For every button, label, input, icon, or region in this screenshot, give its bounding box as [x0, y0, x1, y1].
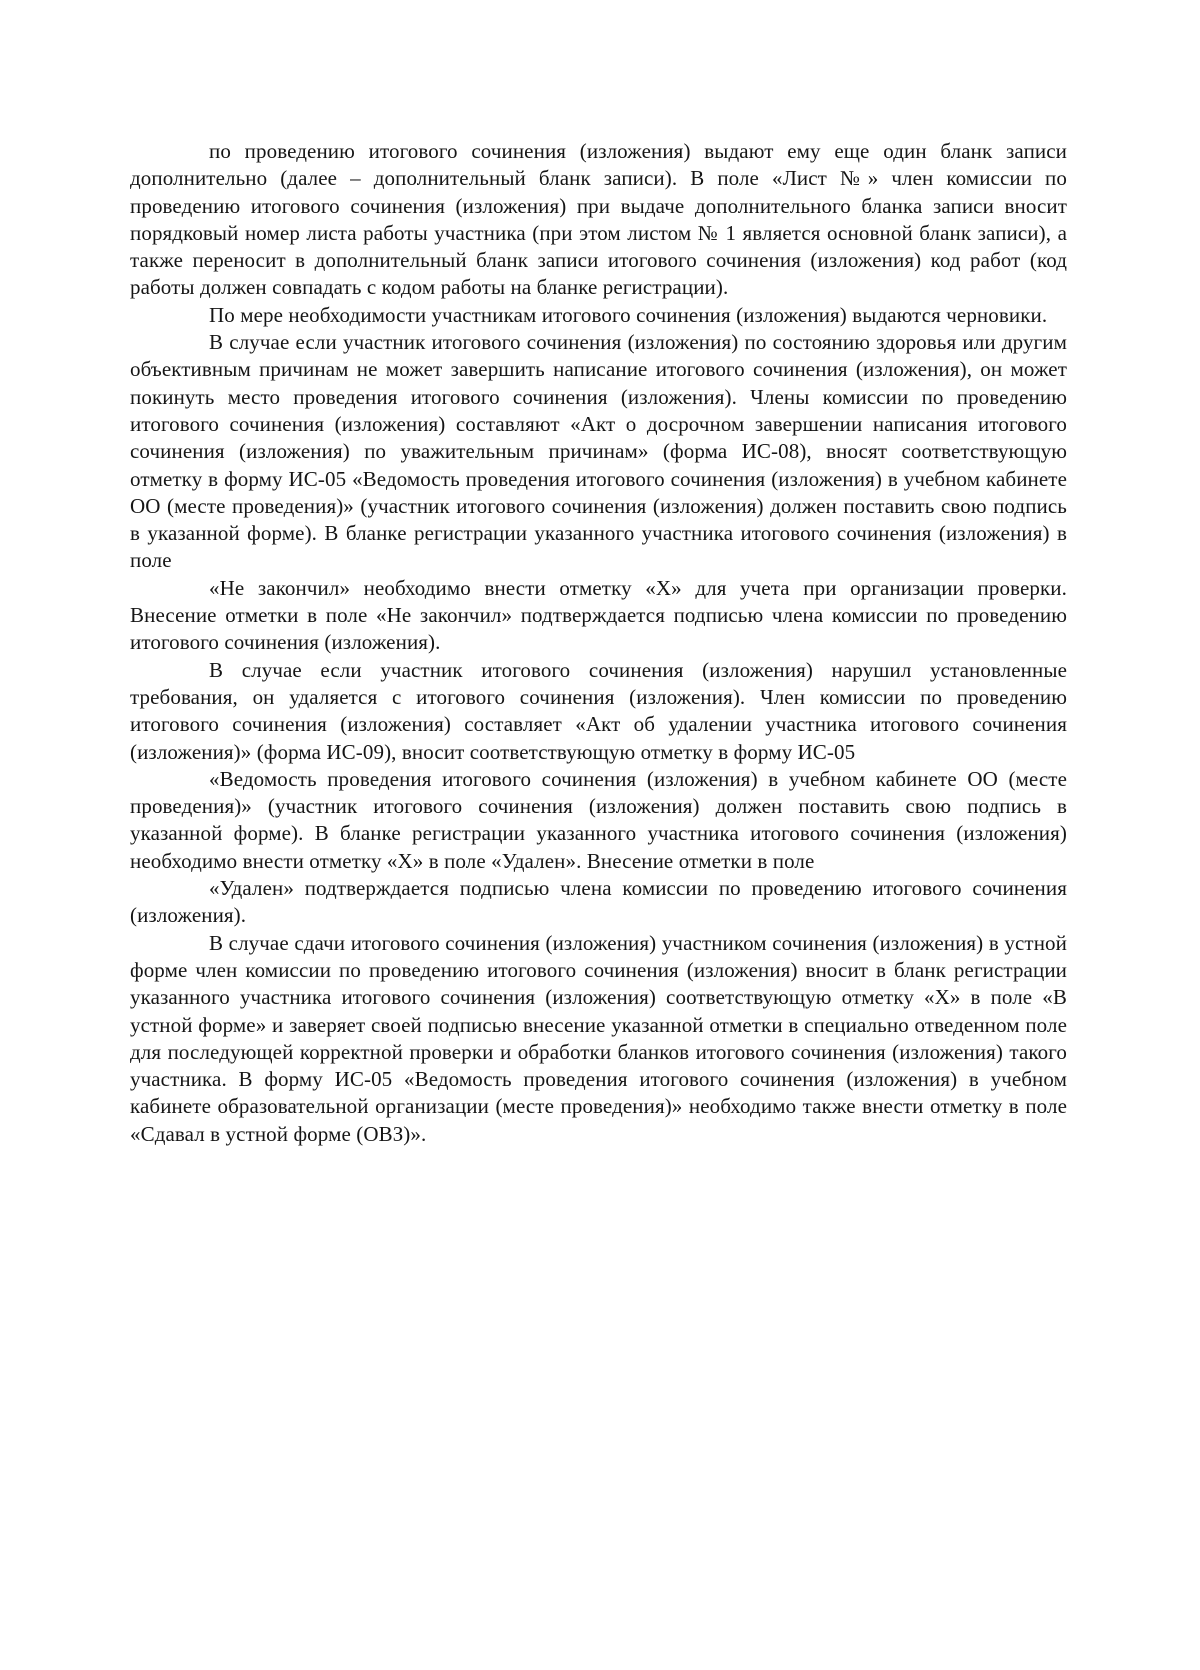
- paragraph-not-finished-mark: «Не закончил» необходимо внести отметку «Х» для учета при организации проверки. Внесение отметки в поле «Не закончил» подтверждается подписью члена комиссии по проведению итогового сочинения (изложения).: [130, 575, 1067, 655]
- document-page: [130, 138, 1067, 1148]
- paragraph-additional-record-form: по проведению итогового сочинения (изложения) выдают ему еще один бланк записи дополнительно (далее – дополнительный бланк записи). В поле «Лист №» член комиссии по проведению итогового сочинения (изложения) при выдаче дополнительного бланка записи вносит порядковый номер листа работы участника (при этом листом № 1 является основной бланк записи), а также переносит в дополнительный бланк записи итогового сочинения (изложения) код работ (код работы должен совпадать с кодом работы на бланке регистрации).: [130, 139, 1067, 300]
- paragraph-drafts: По мере необходимости участникам итогового сочинения (изложения) выдаются черновики.: [209, 302, 1048, 327]
- paragraph-oral-form: В случае сдачи итогового сочинения (изложения) участником сочинения (изложения) в устной форме член комиссии по проведению итогового сочинения (изложения) вносит в бланк регистрации указанного участника итогового сочинения (изложения) соответствующую отметку «Х» в поле «В устной форме» и заверяет своей подписью внесение указанной отметки в специально отведенном поле для последующей корректной проверки и обработки бланков итогового сочинения (изложения) такого участника. В форму ИС-05 «Ведомость проведения итогового сочинения (изложения) в учебном кабинете образовательной организации (месте проведения)» необходимо также внести отметку в поле «Сдавал в устной форме (ОВЗ)».: [130, 930, 1067, 1146]
- paragraph-removal-register: «Ведомость проведения итогового сочинения (изложения) в учебном кабинете ОО (месте проведения)» (участник итогового сочинения (изложения) должен поставить свою подпись в указанной форме). В бланке регистрации указанного участника итогового сочинения (изложения) необходимо внести отметку «Х» в поле «Удален». Внесение отметки в поле: [130, 766, 1067, 873]
- paragraph-removal: В случае если участник итогового сочинения (изложения) нарушил установленные требования, он удаляется с итогового сочинения (изложения). Член комиссии по проведению итогового сочинения (изложения) составляет «Акт об удалении участника итогового сочинения (изложения)» (форма ИС-09), вносит соответствующую отметку в форму ИС-05: [130, 657, 1067, 764]
- paragraph-removed-mark: «Удален» подтверждается подписью члена комиссии по проведению итогового сочинения (изложения).: [130, 876, 1067, 928]
- paragraph-early-completion: В случае если участник итогового сочинения (изложения) по состоянию здоровья или другим объективным причинам не может завершить написание итогового сочинения (изложения), он может покинуть место проведения итогового сочинения (изложения). Члены комиссии по проведению итогового сочинения (изложения) составляют «Акт о досрочном завершении написания итогового сочинения (изложения) по уважительным причинам» (форма ИС-08), вносят соответствующую отметку в форму ИС-05 «Ведомость проведения итогового сочинения (изложения) в учебном кабинете ОО (месте проведения)» (участник итогового сочинения (изложения) должен поставить свою подпись в указанной форме). В бланке регистрации указанного участника итогового сочинения (изложения) в поле: [130, 330, 1067, 573]
